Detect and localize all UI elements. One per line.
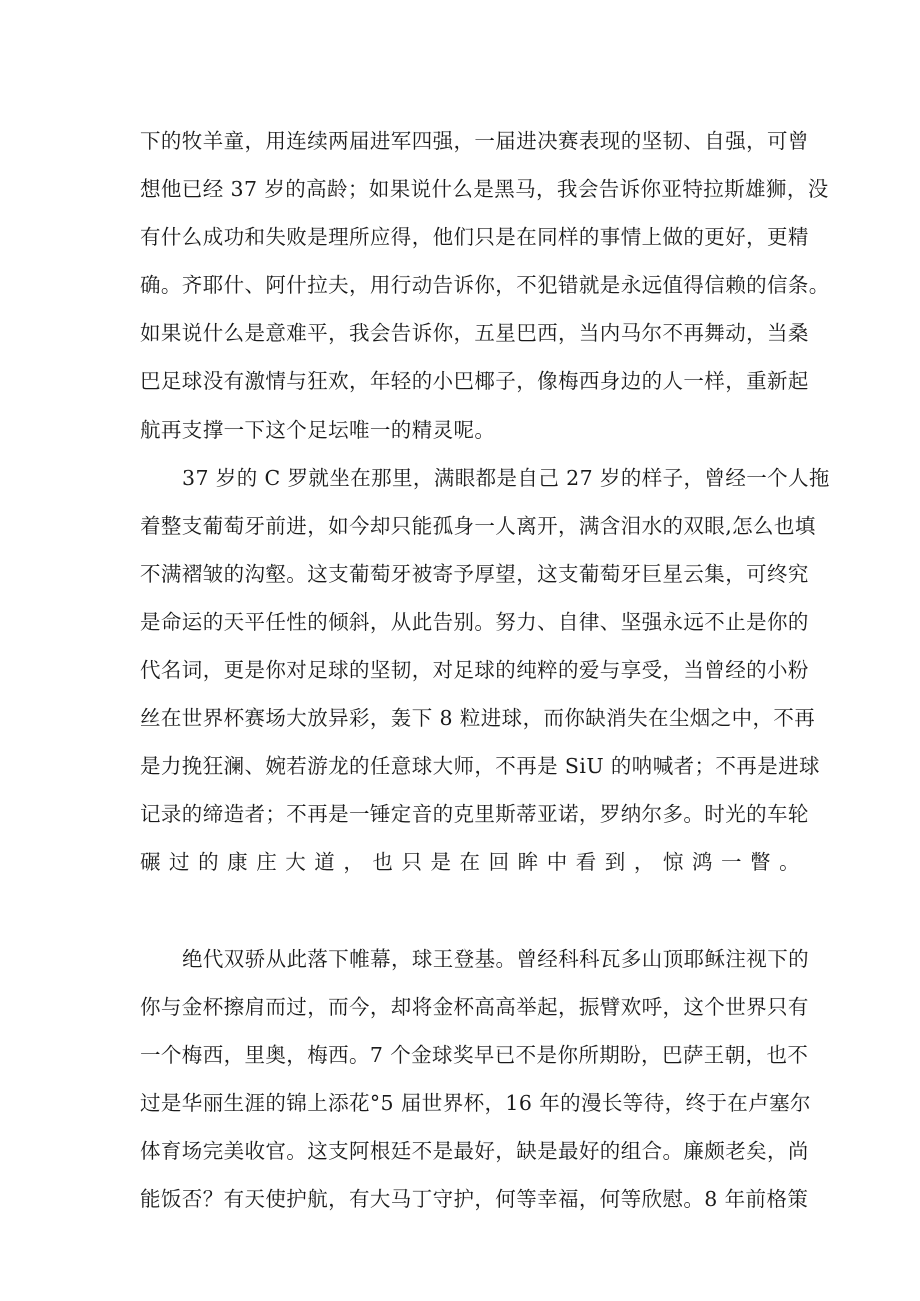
text-line: 下的牧羊童，用连续两届进军四强，一届进决赛表现的坚韧、自强，可曾 bbox=[140, 129, 809, 153]
paragraph-1 bbox=[140, 117, 830, 454]
text-line bbox=[140, 887, 800, 935]
text-line: 体育场完美收官。这支阿根廷不是最好，缺是最好的组合。廉颇老矣，尚 bbox=[140, 1138, 809, 1163]
text-line: 过是华丽生涯的锦上添花°5 届世界杯，16 年的漫长等待，终于在卢塞尔 bbox=[140, 1090, 811, 1115]
text-line: 37 岁的 C 罗就坐在那里，满眼都是自己 27 岁的样子，曾经一个人拖 bbox=[182, 465, 830, 490]
text-line: 记录的缔造者；不再是一锤定音的克里斯蒂亚诺，罗纳尔多。时光的车轮 bbox=[140, 802, 809, 827]
text-line: 一个梅西，里奥，梅西。7 个金球奖早已不是你所期盼，巴萨王朝，也不 bbox=[140, 1042, 809, 1067]
text-line: 航再支撑一下这个足坛唯一的精灵呢。 bbox=[140, 417, 496, 442]
text-line: 巴足球没有激情与狂欢，年轻的小巴椰子，像梅西身边的人一样，重新起 bbox=[140, 369, 809, 394]
text-line: 是命运的天平任性的倾斜，从此告别。努力、自律、坚强永远不止是你的 bbox=[140, 609, 809, 634]
text-line: 碾过的康庄大道，也只是在回眸中看到，惊鸿一瞥。 bbox=[140, 850, 800, 875]
text-line: 能饭否？有天使护航，有大马丁守护，何等幸福，何等欣慰。8 年前格策 bbox=[140, 1187, 809, 1212]
text-line: 着整支葡萄牙前进，如今却只能孤身一人离开，满含泪水的双眼,怎么也填 bbox=[140, 513, 816, 538]
paragraph-3 bbox=[140, 935, 811, 1224]
text-line: 绝代双骄从此落下帷幕，球王登基。曾经科科瓦多山顶耶稣注视下的 bbox=[182, 946, 809, 971]
text-line: 如果说什么是意难平，我会告诉你，五星巴西，当内马尔不再舞动，当桑 bbox=[140, 321, 809, 346]
text-line: 确。齐耶什、阿什拉夫，用行动告诉你，不犯错就是永远值得信赖的信条。 bbox=[140, 273, 830, 298]
text-line: 丝在世界杯赛场大放异彩，轰下 8 粒进球，而你缺消失在尘烟之中，不再 bbox=[140, 706, 816, 731]
paragraph-2 bbox=[140, 454, 830, 935]
article-body bbox=[140, 117, 830, 1223]
text-line: 是力挽狂澜、婉若游龙的任意球大师，不再是 SiU 的呐喊者；不再是进球 bbox=[140, 754, 820, 779]
text-line: 想他已经 37 岁的高龄；如果说什么是黑马，我会告诉你亚特拉斯雄狮，没 bbox=[140, 177, 829, 202]
text-line: 代名词，更是你对足球的坚韧，对足球的纯粹的爱与享受，当曾经的小粉 bbox=[140, 658, 809, 683]
text-line: 你与金杯擦肩而过，而今，却将金杯高高举起，振臂欢呼，这个世界只有 bbox=[140, 994, 809, 1019]
text-line: 有什么成功和失败是理所应得，他们只是在同样的事情上做的更好，更精 bbox=[140, 225, 809, 250]
text-line: 不满褶皱的沟壑。这支葡萄牙被寄予厚望，这支葡萄牙巨星云集，可终究 bbox=[140, 561, 809, 586]
